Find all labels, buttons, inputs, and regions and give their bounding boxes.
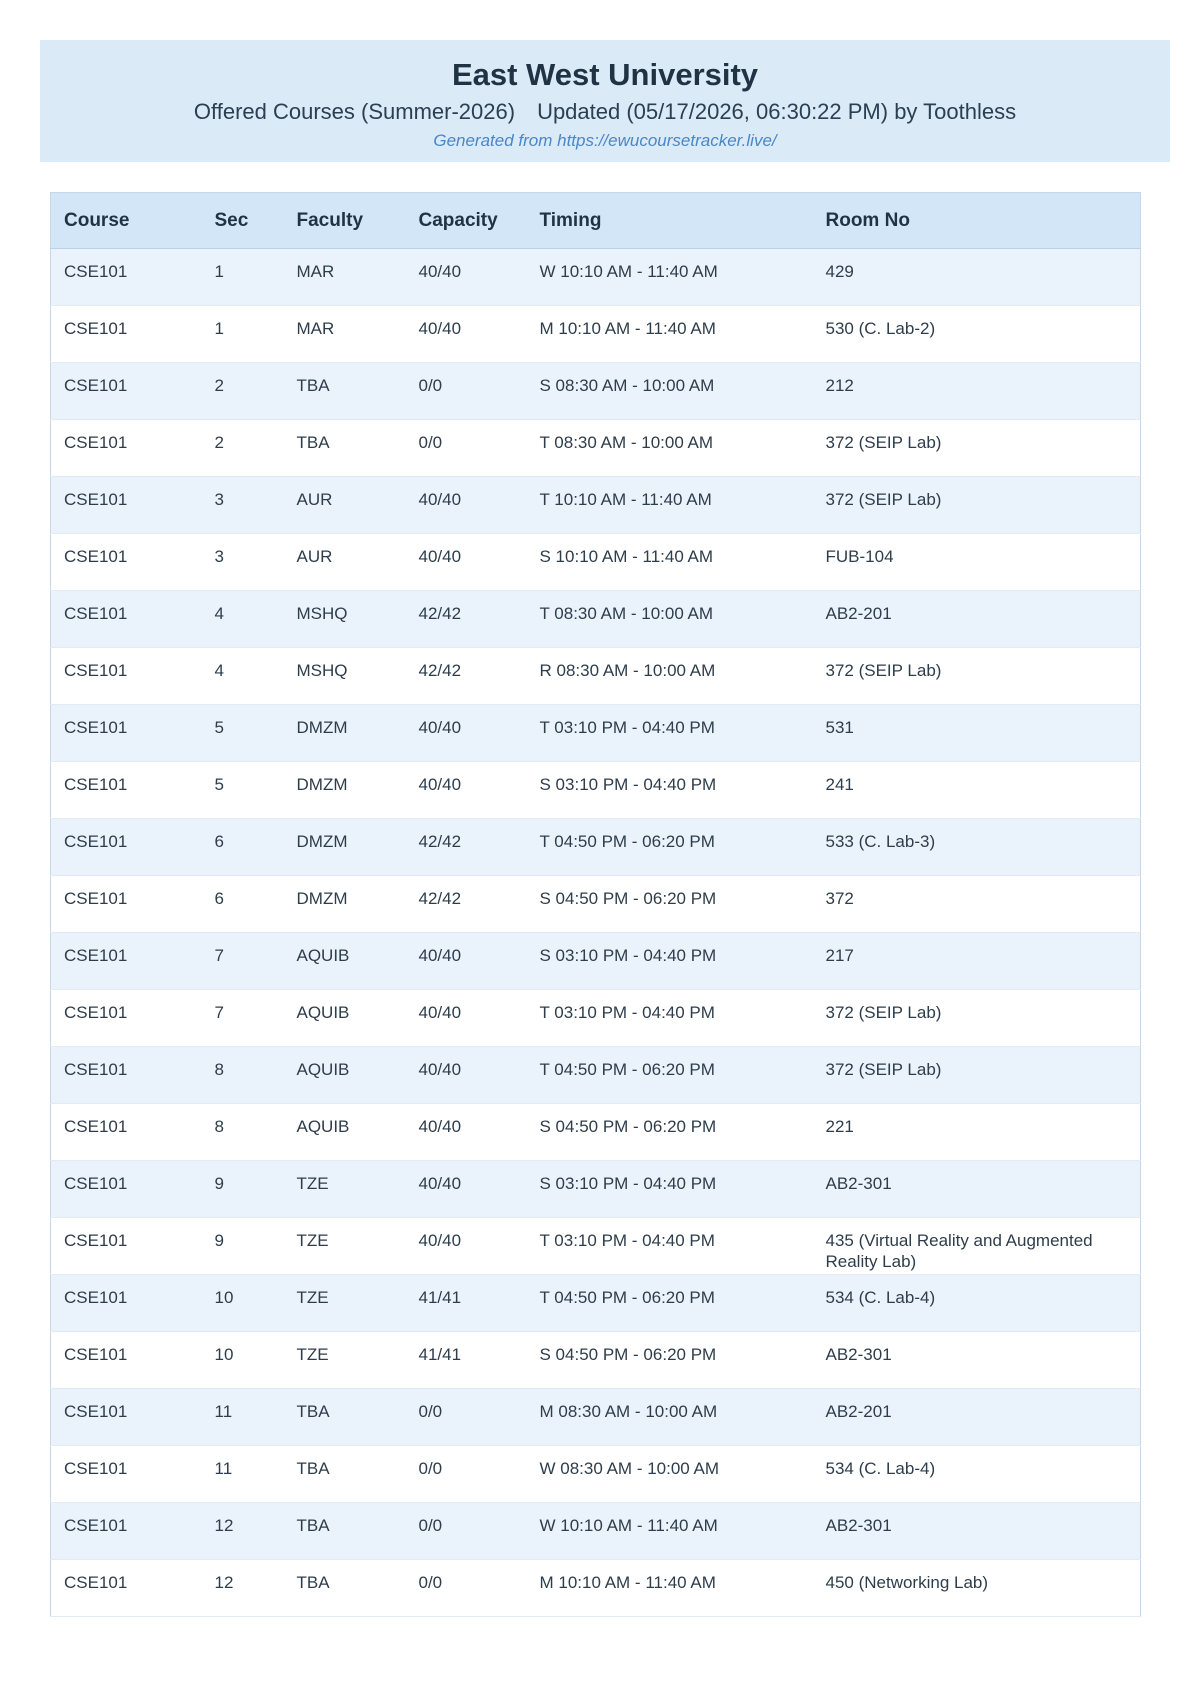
timing-cell: W 10:10 AM - 11:40 AM <box>527 249 813 306</box>
table-row <box>51 1104 1141 1161</box>
section-cell: 2 <box>202 420 284 477</box>
capacity-cell: 40/40 <box>406 306 527 363</box>
faculty-cell: TBA <box>284 1446 406 1503</box>
faculty-cell: MAR <box>284 249 406 306</box>
timing-cell: W 10:10 AM - 11:40 AM <box>527 1503 813 1560</box>
section-cell: 4 <box>202 648 284 705</box>
capacity-cell: 0/0 <box>406 1560 527 1617</box>
room-cell: AB2-201 <box>813 591 1141 648</box>
table-row <box>51 1161 1141 1218</box>
section-cell: 1 <box>202 306 284 363</box>
timing-cell: S 04:50 PM - 06:20 PM <box>527 1104 813 1161</box>
room-cell: 531 <box>813 705 1141 762</box>
table-row <box>51 819 1141 876</box>
section-cell: 5 <box>202 762 284 819</box>
table-row <box>51 933 1141 990</box>
timing-cell: S 08:30 AM - 10:00 AM <box>527 363 813 420</box>
faculty-cell: DMZM <box>284 705 406 762</box>
course-cell: CSE101 <box>51 819 202 876</box>
timing-cell: T 03:10 PM - 04:40 PM <box>527 705 813 762</box>
faculty-cell: DMZM <box>284 762 406 819</box>
course-cell: CSE101 <box>51 1332 202 1389</box>
table-row <box>51 876 1141 933</box>
room-cell: 372 <box>813 876 1141 933</box>
capacity-cell: 40/40 <box>406 933 527 990</box>
capacity-cell: 40/40 <box>406 990 527 1047</box>
table-row <box>51 990 1141 1047</box>
table-row <box>51 477 1141 534</box>
university-title: East West University <box>451 57 759 92</box>
offered-courses-label: Offered Courses (Summer-2026) <box>193 99 516 124</box>
faculty-cell: AUR <box>284 477 406 534</box>
faculty-cell: AQUIB <box>284 933 406 990</box>
page-subtitle <box>40 99 1170 125</box>
faculty-cell: TZE <box>284 1275 406 1332</box>
capacity-cell: 40/40 <box>406 705 527 762</box>
section-cell: 9 <box>202 1218 284 1275</box>
timing-cell: T 03:10 PM - 04:40 PM <box>527 990 813 1047</box>
timing-cell: T 03:10 PM - 04:40 PM <box>527 1218 813 1275</box>
timing-cell: M 08:30 AM - 10:00 AM <box>527 1389 813 1446</box>
faculty-cell: TBA <box>284 420 406 477</box>
timing-cell: T 04:50 PM - 06:20 PM <box>527 1047 813 1104</box>
timing-cell: T 08:30 AM - 10:00 AM <box>527 420 813 477</box>
room-cell: 429 <box>813 249 1141 306</box>
section-cell: 6 <box>202 876 284 933</box>
section-cell: 10 <box>202 1332 284 1389</box>
course-cell: CSE101 <box>51 477 202 534</box>
room-cell: 372 (SEIP Lab) <box>813 477 1141 534</box>
section-cell: 3 <box>202 477 284 534</box>
room-cell: 534 (C. Lab-4) <box>813 1446 1141 1503</box>
course-cell: CSE101 <box>51 1275 202 1332</box>
course-cell: CSE101 <box>51 1503 202 1560</box>
timing-cell: T 10:10 AM - 11:40 AM <box>527 477 813 534</box>
course-cell: CSE101 <box>51 1161 202 1218</box>
timing-cell: T 08:30 AM - 10:00 AM <box>527 591 813 648</box>
room-cell: 221 <box>813 1104 1141 1161</box>
capacity-cell: 40/40 <box>406 249 527 306</box>
timing-cell: T 04:50 PM - 06:20 PM <box>527 819 813 876</box>
table-body <box>51 249 1141 1617</box>
capacity-cell: 41/41 <box>406 1332 527 1389</box>
table-row <box>51 306 1141 363</box>
faculty-cell: MSHQ <box>284 648 406 705</box>
table-row <box>51 363 1141 420</box>
timing-cell: W 08:30 AM - 10:00 AM <box>527 1446 813 1503</box>
course-cell: CSE101 <box>51 648 202 705</box>
room-cell: AB2-301 <box>813 1332 1141 1389</box>
section-cell: 6 <box>202 819 284 876</box>
section-cell: 11 <box>202 1446 284 1503</box>
section-cell: 10 <box>202 1275 284 1332</box>
faculty-cell: AQUIB <box>284 990 406 1047</box>
table-row <box>51 249 1141 306</box>
faculty-cell: DMZM <box>284 876 406 933</box>
room-cell: 533 (C. Lab-3) <box>813 819 1141 876</box>
room-cell: AB2-301 <box>813 1161 1141 1218</box>
timing-cell: S 04:50 PM - 06:20 PM <box>527 876 813 933</box>
course-cell: CSE101 <box>51 420 202 477</box>
section-cell: 1 <box>202 249 284 306</box>
section-cell: 5 <box>202 705 284 762</box>
table-row <box>51 1446 1141 1503</box>
room-cell: AB2-301 <box>813 1503 1141 1560</box>
table-row <box>51 1503 1141 1560</box>
section-cell: 4 <box>202 591 284 648</box>
timing-cell: R 08:30 AM - 10:00 AM <box>527 648 813 705</box>
updated-label: Updated (05/17/2026, 06:30:22 PM) by Toothless <box>537 99 1017 124</box>
faculty-cell: TZE <box>284 1161 406 1218</box>
capacity-cell: 40/40 <box>406 477 527 534</box>
capacity-cell: 42/42 <box>406 876 527 933</box>
course-cell: CSE101 <box>51 249 202 306</box>
table-row <box>51 1047 1141 1104</box>
table-row <box>51 1389 1141 1446</box>
table-header-row <box>51 193 1141 249</box>
course-cell: CSE101 <box>51 363 202 420</box>
table-row <box>51 1218 1141 1275</box>
course-cell: CSE101 <box>51 1218 202 1275</box>
room-cell: 217 <box>813 933 1141 990</box>
timing-cell: M 10:10 AM - 11:40 AM <box>527 306 813 363</box>
timing-cell: S 03:10 PM - 04:40 PM <box>527 1161 813 1218</box>
course-cell: CSE101 <box>51 1389 202 1446</box>
capacity-cell: 40/40 <box>406 762 527 819</box>
course-cell: CSE101 <box>51 591 202 648</box>
faculty-cell: TBA <box>284 1560 406 1617</box>
room-cell: 435 (Virtual Reality and Augmented Reality Lab) <box>813 1218 1141 1275</box>
table-row <box>51 648 1141 705</box>
courses-table-container <box>50 192 1140 1617</box>
room-cell: 212 <box>813 363 1141 420</box>
faculty-cell: TZE <box>284 1218 406 1275</box>
room-cell: 530 (C. Lab-2) <box>813 306 1141 363</box>
table-row <box>51 534 1141 591</box>
course-cell: CSE101 <box>51 876 202 933</box>
course-cell: CSE101 <box>51 1446 202 1503</box>
faculty-cell: AUR <box>284 534 406 591</box>
capacity-cell: 40/40 <box>406 1047 527 1104</box>
section-cell: 2 <box>202 363 284 420</box>
course-cell: CSE101 <box>51 1560 202 1617</box>
course-cell: CSE101 <box>51 762 202 819</box>
capacity-cell: 40/40 <box>406 1161 527 1218</box>
table-row <box>51 420 1141 477</box>
section-cell: 12 <box>202 1503 284 1560</box>
faculty-cell: TBA <box>284 1503 406 1560</box>
capacity-cell: 0/0 <box>406 1446 527 1503</box>
faculty-cell: AQUIB <box>284 1047 406 1104</box>
section-cell: 7 <box>202 990 284 1047</box>
section-cell: 7 <box>202 933 284 990</box>
table-row <box>51 1560 1141 1617</box>
room-cell: 372 (SEIP Lab) <box>813 648 1141 705</box>
room-cell: 534 (C. Lab-4) <box>813 1275 1141 1332</box>
course-cell: CSE101 <box>51 534 202 591</box>
room-cell: 372 (SEIP Lab) <box>813 420 1141 477</box>
faculty-cell: TBA <box>284 363 406 420</box>
timing-cell: S 03:10 PM - 04:40 PM <box>527 762 813 819</box>
room-cell: 372 (SEIP Lab) <box>813 990 1141 1047</box>
faculty-cell: AQUIB <box>284 1104 406 1161</box>
generated-from-link[interactable]: Generated from https://ewucoursetracker.live/ <box>433 131 777 150</box>
capacity-cell: 41/41 <box>406 1275 527 1332</box>
timing-cell: T 04:50 PM - 06:20 PM <box>527 1275 813 1332</box>
table-row <box>51 591 1141 648</box>
table-row <box>51 705 1141 762</box>
capacity-cell: 42/42 <box>406 648 527 705</box>
table-row <box>51 1332 1141 1389</box>
column-header-course: Course <box>51 193 202 249</box>
section-cell: 9 <box>202 1161 284 1218</box>
capacity-cell: 40/40 <box>406 1218 527 1275</box>
column-header-timing: Timing <box>527 193 813 249</box>
faculty-cell: TZE <box>284 1332 406 1389</box>
table-row <box>51 1275 1141 1332</box>
section-cell: 12 <box>202 1560 284 1617</box>
courses-table <box>50 192 1141 1617</box>
section-cell: 3 <box>202 534 284 591</box>
timing-cell: M 10:10 AM - 11:40 AM <box>527 1560 813 1617</box>
capacity-cell: 0/0 <box>406 1503 527 1560</box>
column-header-room: Room No <box>813 193 1141 249</box>
column-header-capacity: Capacity <box>406 193 527 249</box>
column-header-sec: Sec <box>202 193 284 249</box>
course-cell: CSE101 <box>51 306 202 363</box>
capacity-cell: 42/42 <box>406 591 527 648</box>
timing-cell: S 04:50 PM - 06:20 PM <box>527 1332 813 1389</box>
room-cell: 450 (Networking Lab) <box>813 1560 1141 1617</box>
faculty-cell: MAR <box>284 306 406 363</box>
page-header <box>40 40 1170 162</box>
column-header-faculty: Faculty <box>284 193 406 249</box>
capacity-cell: 40/40 <box>406 534 527 591</box>
table-header <box>51 193 1141 249</box>
room-cell: AB2-201 <box>813 1389 1141 1446</box>
capacity-cell: 0/0 <box>406 1389 527 1446</box>
room-cell: 372 (SEIP Lab) <box>813 1047 1141 1104</box>
capacity-cell: 0/0 <box>406 420 527 477</box>
course-cell: CSE101 <box>51 1104 202 1161</box>
course-cell: CSE101 <box>51 990 202 1047</box>
section-cell: 11 <box>202 1389 284 1446</box>
room-cell: 241 <box>813 762 1141 819</box>
course-cell: CSE101 <box>51 705 202 762</box>
room-cell: FUB-104 <box>813 534 1141 591</box>
faculty-cell: DMZM <box>284 819 406 876</box>
timing-cell: S 03:10 PM - 04:40 PM <box>527 933 813 990</box>
capacity-cell: 42/42 <box>406 819 527 876</box>
faculty-cell: MSHQ <box>284 591 406 648</box>
faculty-cell: TBA <box>284 1389 406 1446</box>
section-cell: 8 <box>202 1047 284 1104</box>
course-cell: CSE101 <box>51 933 202 990</box>
course-cell: CSE101 <box>51 1047 202 1104</box>
section-cell: 8 <box>202 1104 284 1161</box>
timing-cell: S 10:10 AM - 11:40 AM <box>527 534 813 591</box>
table-row <box>51 762 1141 819</box>
capacity-cell: 40/40 <box>406 1104 527 1161</box>
capacity-cell: 0/0 <box>406 363 527 420</box>
